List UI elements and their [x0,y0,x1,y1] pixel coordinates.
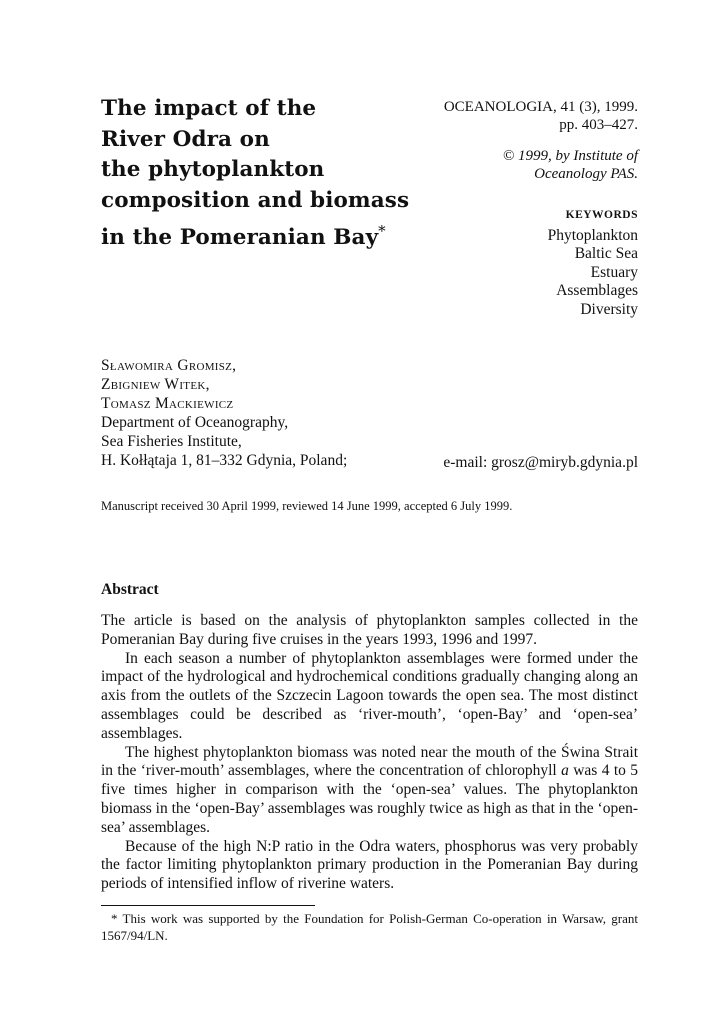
journal-citation [444,98,638,134]
affiliation-line: H. Kołłątaja 1, 81–332 Gdynia, Poland; [101,452,348,469]
abstract-text: was 4 to 5 five times higher in comparison with the ‘open-sea’ values. The phytoplankton biomass in the ‘open-Bay’ assemblages was roughly twice as high as that in the ‘open-sea’ assemblages. [101,762,639,836]
keyword-item: Estuary [590,263,638,281]
abstract-text: The highest phytoplankton biomass was noted near the mouth of the Świna Strait in the ‘river-mouth’ assemblages, where the concentration of chlorophyll [101,743,638,780]
title-line: the phytoplankton [101,157,325,182]
affiliation-line: Sea Fisheries Institute, [101,433,242,450]
title-line: composition and biomass [101,187,410,213]
chlorophyll-a-italic: a [561,762,569,780]
footnote: * This work was supported by the Foundation for Polish-German Co-operation in Warsaw, grant 1567/94/LN. [101,911,638,943]
keyword-item: Phytoplankton [547,226,638,244]
title-footnote-mark: * [378,222,386,240]
keywords-block [548,206,638,319]
footnote-divider [101,905,315,906]
keywords-heading: KEYWORDS [565,209,638,221]
affiliation-line: Department of Oceanography, [101,414,289,431]
email-address[interactable]: e-mail: grosz@miryb.gdynia.pl [443,454,638,471]
abstract-paragraph: In each season a number of phytoplankton assemblages were formed under the impact of the hydrological and hydrochemical conditions gradually changing along an axis from the outlets of the Szczecin Lagoon towards the open sea. The most distinct assemblages could be described as ‘river-mouth’, ‘open-Bay’ and ‘open-sea’ assemblages. [101,649,638,742]
title-line: The impact of the [101,96,317,121]
copyright-line: Oceanology PAS. [534,166,638,182]
manuscript-dates: Manuscript received 30 April 1999, reviewed 14 June 1999, accepted 6 July 1999. [101,499,513,513]
abstract-heading: Abstract [101,581,159,598]
keyword-item: Baltic Sea [574,245,638,262]
abstract-body [101,612,638,894]
author-name: Sławomira Gromisz, [101,357,237,374]
keyword-item: Diversity [580,300,638,318]
journal-line: OCEANOLOGIA, 41 (3), 1999. [443,99,638,115]
keyword-item: Assemblages [556,282,638,299]
journal-pages: pp. 403–427. [559,117,638,133]
authors-block [101,356,347,470]
title-line: in the Pomeranian Bay* [101,222,386,251]
copyright-line: © 1999, by Institute of [502,148,638,164]
author-name: Zbigniew Witek, [101,376,210,393]
abstract-paragraph: The article is based on the analysis of phytoplankton samples collected in the Pomeranian Bay during five cruises in the years 1993, 1996 and 1997. [101,612,638,648]
title-line: River Odra on [101,126,270,152]
paper-title [101,94,431,254]
abstract-paragraph [101,744,638,838]
copyright-notice [503,147,638,183]
author-name: Tomasz Mackiewicz [101,395,234,412]
abstract-paragraph: Because of the high N:P ratio in the Odra waters, phosphorus was very probably the factor limiting phytoplankton primary production in the Pomeranian Bay during periods of intensified inflow of riverine waters. [101,837,638,893]
